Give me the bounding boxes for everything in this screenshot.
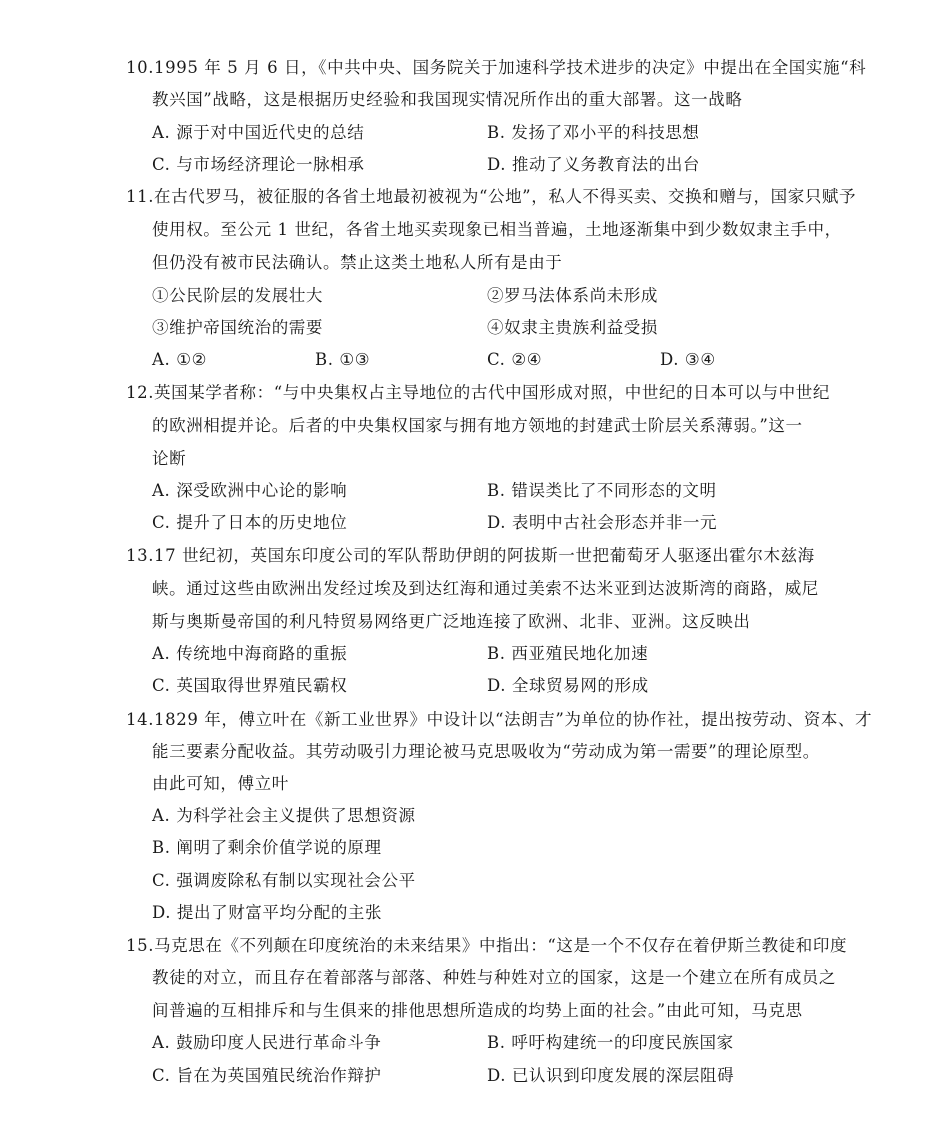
stem-text: 英国某学者称：“与中央集权占主导地位的古代中国形成对照，中世纪的日本可以与中世纪 — [154, 383, 830, 402]
option-c: C. 英国取得世界殖民霸权 — [152, 676, 348, 695]
question-stem-line — [126, 58, 867, 78]
statement-4: ④奴隶主贵族利益受损 — [487, 318, 658, 337]
question-stem-line: 但仍没有被市民法确认。禁止这类土地私人所有是由于 — [152, 253, 563, 272]
question-stem-line: 峡。通过这些由欧洲出发经过埃及到达红海和通过美索不达米亚到达波斯湾的商路，威尼 — [152, 579, 819, 598]
question-stem-line — [126, 546, 836, 566]
option-b: B. 发扬了邓小平的科技思想 — [487, 123, 700, 142]
stem-text: 1829 年，傅立叶在《新工业世界》中设计以“法朗吉”为单位的协作社，提出按劳动、资本、才 — [154, 710, 873, 729]
option-a: A. ①② — [152, 350, 207, 369]
option-a: A. 鼓励印度人民进行革命斗争 — [152, 1033, 382, 1052]
question-number: 14. — [126, 710, 155, 729]
question-number: 15. — [126, 936, 155, 955]
option-a: A. 传统地中海商路的重振 — [152, 644, 348, 663]
statement-2: ②罗马法体系尚未形成 — [487, 286, 658, 305]
option-d: D. 推动了义务教育法的出台 — [487, 155, 701, 174]
question-stem-line: 教徒的对立，而且存在着部落与部落、种姓与种姓对立的国家，这是一个建立在所有成员之 — [152, 968, 836, 987]
question-stem-line: 由此可知，傅立叶 — [152, 774, 289, 793]
question-stem-line: 论断 — [152, 449, 187, 468]
question-stem-line: 间普遍的互相排斥和与生俱来的排他思想所造成的均势上面的社会。”由此可知，马克思 — [152, 1001, 803, 1020]
question-stem-line: 斯与奥斯曼帝国的利凡特贸易网络更广泛地连接了欧洲、北非、亚洲。这反映出 — [152, 612, 751, 631]
option-a: A. 源于对中国近代史的总结 — [152, 123, 365, 142]
option-c: C. ②④ — [487, 350, 543, 369]
question-stem-line — [126, 710, 873, 730]
option-d: D. 全球贸易网的形成 — [487, 676, 649, 695]
option-d: D. 已认识到印度发展的深层阻碍 — [487, 1066, 735, 1085]
question-stem-line — [126, 936, 848, 956]
option-b: B. 错误类比了不同形态的文明 — [487, 481, 717, 500]
question-number: 11. — [126, 187, 155, 206]
option-c: C. 旨在为英国殖民统治作辩护 — [152, 1066, 382, 1085]
question-stem-line: 能三要素分配收益。其劳动吸引力理论被马克思吸收为“劳动成为第一需要”的理论原型。 — [152, 742, 820, 761]
option-d: D. 提出了财富平均分配的主张 — [152, 903, 383, 922]
question-stem-line — [126, 187, 857, 207]
option-b: B. 阐明了剩余价值学说的原理 — [152, 838, 382, 857]
option-b: B. ①③ — [315, 350, 371, 369]
option-b: B. 西亚殖民地化加速 — [487, 644, 649, 663]
stem-text: 在古代罗马，被征服的各省土地最初被视为“公地”，私人不得买卖、交换和赠与，国家只赋予 — [154, 187, 857, 206]
question-number: 12. — [126, 383, 155, 402]
question-number: 10. — [126, 58, 155, 77]
stem-text: 17 世纪初，英国东印度公司的军队帮助伊朗的阿拔斯一世把葡萄牙人驱逐出霍尔木兹海 — [154, 546, 815, 565]
question-stem-line: 教兴国”战略，这是根据历史经验和我国现实情况所作出的重大部署。这一战略 — [152, 90, 743, 109]
option-a: A. 深受欧洲中心论的影响 — [152, 481, 348, 500]
statement-3: ③维护帝国统治的需要 — [152, 318, 323, 337]
option-c: C. 与市场经济理论一脉相承 — [152, 155, 365, 174]
option-d: D. ③④ — [660, 350, 716, 369]
option-a: A. 为科学社会主义提供了思想资源 — [152, 806, 416, 825]
statement-1: ①公民阶层的发展壮大 — [152, 286, 323, 305]
option-c: C. 强调废除私有制以实现社会公平 — [152, 871, 416, 890]
option-b: B. 呼吁构建统一的印度民族国家 — [487, 1033, 734, 1052]
question-stem-line — [126, 383, 836, 403]
option-c: C. 提升了日本的历史地位 — [152, 513, 348, 532]
stem-text: 马克思在《不列颠在印度统治的未来结果》中指出：“这是一个不仅存在着伊斯兰教徒和印度 — [154, 936, 848, 955]
stem-text: 1995 年 5 月 6 日，《中共中央、国务院关于加速科学技术进步的决定》中提出在全国实施“科 — [154, 58, 867, 77]
option-d: D. 表明中古社会形态并非一元 — [487, 513, 718, 532]
question-stem-line: 的欧洲相提并论。后者的中央集权国家与拥有地方领地的封建武士阶层关系薄弱。”这一 — [152, 416, 803, 435]
question-stem-line: 使用权。至公元 1 世纪，各省土地买卖现象已相当普遍，土地逐渐集中到少数奴隶主手中， — [152, 220, 842, 239]
question-number: 13. — [126, 546, 155, 565]
